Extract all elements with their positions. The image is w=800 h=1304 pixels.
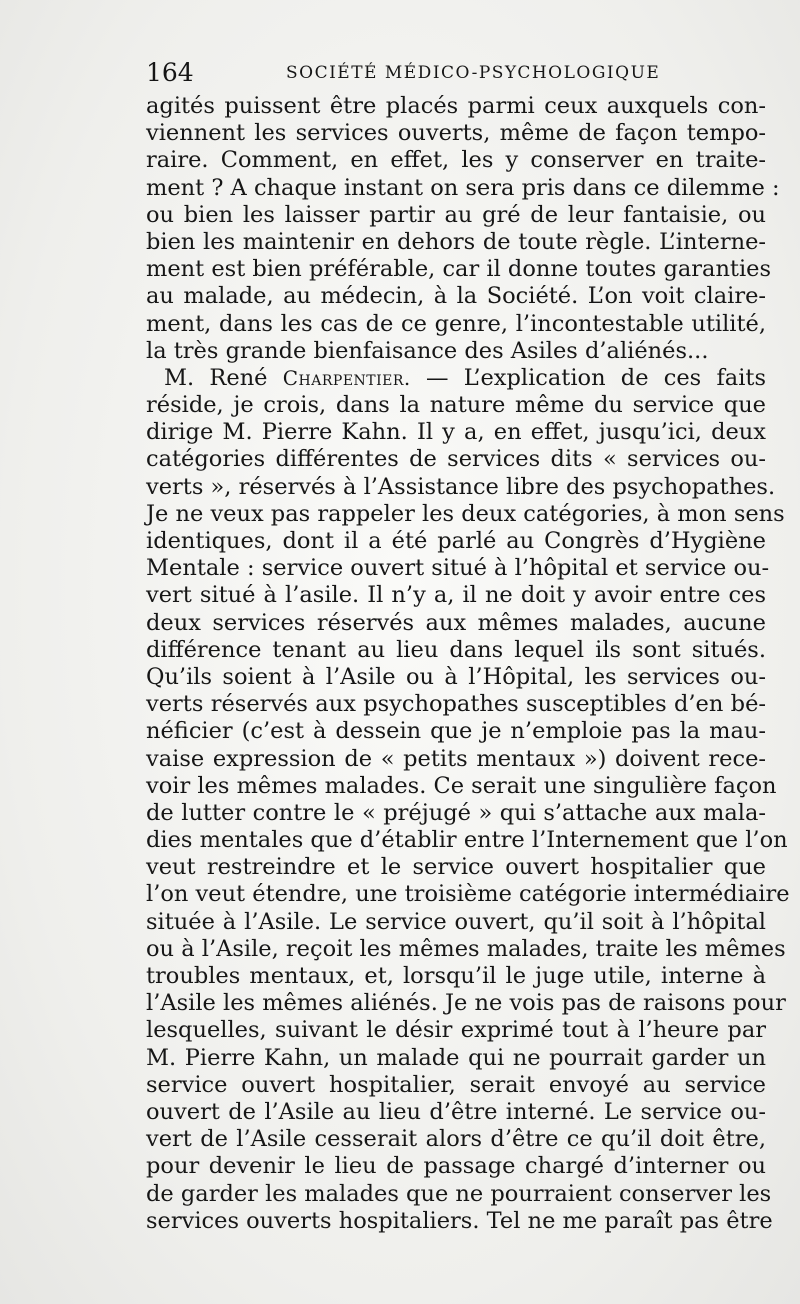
text-line: néficier (c’est à dessein que je n’emploie pas la mau- (146, 718, 766, 745)
text-line: la très grande bienfaisance des Asiles d’aliénés... (146, 337, 709, 364)
text-line: lesquelles, suivant le désir exprimé tout à l’heure par (146, 1017, 766, 1044)
text-line: ou bien les laisser partir au gré de leur fantaisie, ou (146, 201, 766, 228)
page-header (146, 56, 766, 90)
text-line: identiques, dont il a été parlé au Congrès d’Hygiène (146, 528, 766, 554)
text-line: agités puissent être placés parmi ceux auxquels con- (146, 93, 766, 119)
running-title: SOCIÉTÉ MÉDICO-PSYCHOLOGIQUE (286, 63, 661, 83)
text-line: verts réservés aux psychopathes susceptibles d’en bé- (146, 691, 766, 718)
text-line: veut restreindre et le service ouvert hospitalier que (146, 854, 766, 881)
text-line: ment ? A chaque instant on sera pris dans ce dilemme : (146, 174, 780, 201)
text-line: troubles mentaux, et, lorsqu’il le juge utile, interne à (146, 963, 766, 989)
text-line: vaise expression de « petits mentaux ») doivent rece- (146, 745, 766, 772)
text-line: dies mentales que d’établir entre l’Internement que l’on (146, 827, 788, 854)
text-line: dirige M. Pierre Kahn. Il y a, en effet, jusqu’ici, deux (146, 419, 766, 446)
text-line: catégories différentes de services dits « services ou- (146, 446, 766, 473)
text-line: deux services réservés aux mêmes malades, aucune (146, 609, 766, 636)
text-line: Qu’ils soient à l’Asile ou à l’Hôpital, les services ou- (146, 663, 766, 690)
text-line: Je ne veux pas rappeler les deux catégories, à mon sens (146, 500, 785, 527)
text-line: voir les mêmes malades. Ce serait une singulière façon (146, 772, 777, 799)
text-line: vert de l’Asile cesserait alors d’être ce qu’il doit être, (146, 1126, 766, 1153)
text-line: ou à l’Asile, reçoit les mêmes malades, traite les mêmes (146, 935, 786, 962)
text-line: située à l’Asile. Le service ouvert, qu’il soit à l’hôpital (146, 908, 766, 935)
body-text (146, 93, 790, 1235)
text-line: verts », réservés à l’Assistance libre des psychopathes. (146, 473, 776, 500)
text-line: de garder les malades que ne pourraient conserver les (146, 1180, 772, 1207)
text-line: raire. Comment, en effet, les y conserver en traite- (146, 147, 766, 174)
text-line: différence tenant au lieu dans lequel ils sont situés. (146, 636, 766, 663)
text-line: M. Pierre Kahn, un malade qui ne pourrait garder un (146, 1044, 766, 1071)
text-line: de lutter contre le « préjugé » qui s’attache aux mala- (146, 799, 766, 826)
text-line: ment est bien préférable, car il donne toutes garanties (146, 256, 772, 283)
text-line: service ouvert hospitalier, serait envoyé au service (146, 1071, 766, 1098)
text-line: ouvert de l’Asile au lieu d’être interné. Le service ou- (146, 1098, 766, 1125)
text-line (146, 365, 766, 392)
text-line: l’Asile les mêmes aliénés. Je ne vois pas de raisons pour (146, 990, 786, 1017)
speaker-prefix: M. René (164, 364, 283, 391)
text-line: l’on veut étendre, une troisième catégorie intermédiaire (146, 881, 790, 908)
text-line: au malade, au médecin, à la Société. L’on voit claire- (146, 283, 766, 310)
speaker-text: — L’explication de ces faits (410, 364, 767, 391)
text-line: viennent les services ouverts, même de façon tempo- (146, 120, 766, 147)
speaker-name: Charpentier. (282, 365, 411, 390)
page-number: 164 (146, 58, 194, 87)
text-line: vert situé à l’asile. Il n’y a, il ne doit y avoir entre ces (146, 582, 766, 609)
text-line: bien les maintenir en dehors de toute règle. L’interne- (146, 228, 766, 255)
text-line: pour devenir le lieu de passage chargé d’interner ou (146, 1153, 766, 1180)
text-line: réside, je crois, dans la nature même du service que (146, 392, 766, 419)
text-line: Mentale : service ouvert situé à l’hôpital et service ou- (146, 555, 770, 582)
text-line: ment, dans les cas de ce genre, l’incontestable utilité, (146, 310, 766, 337)
text-line: services ouverts hospitaliers. Tel ne me paraît pas être (146, 1207, 773, 1234)
